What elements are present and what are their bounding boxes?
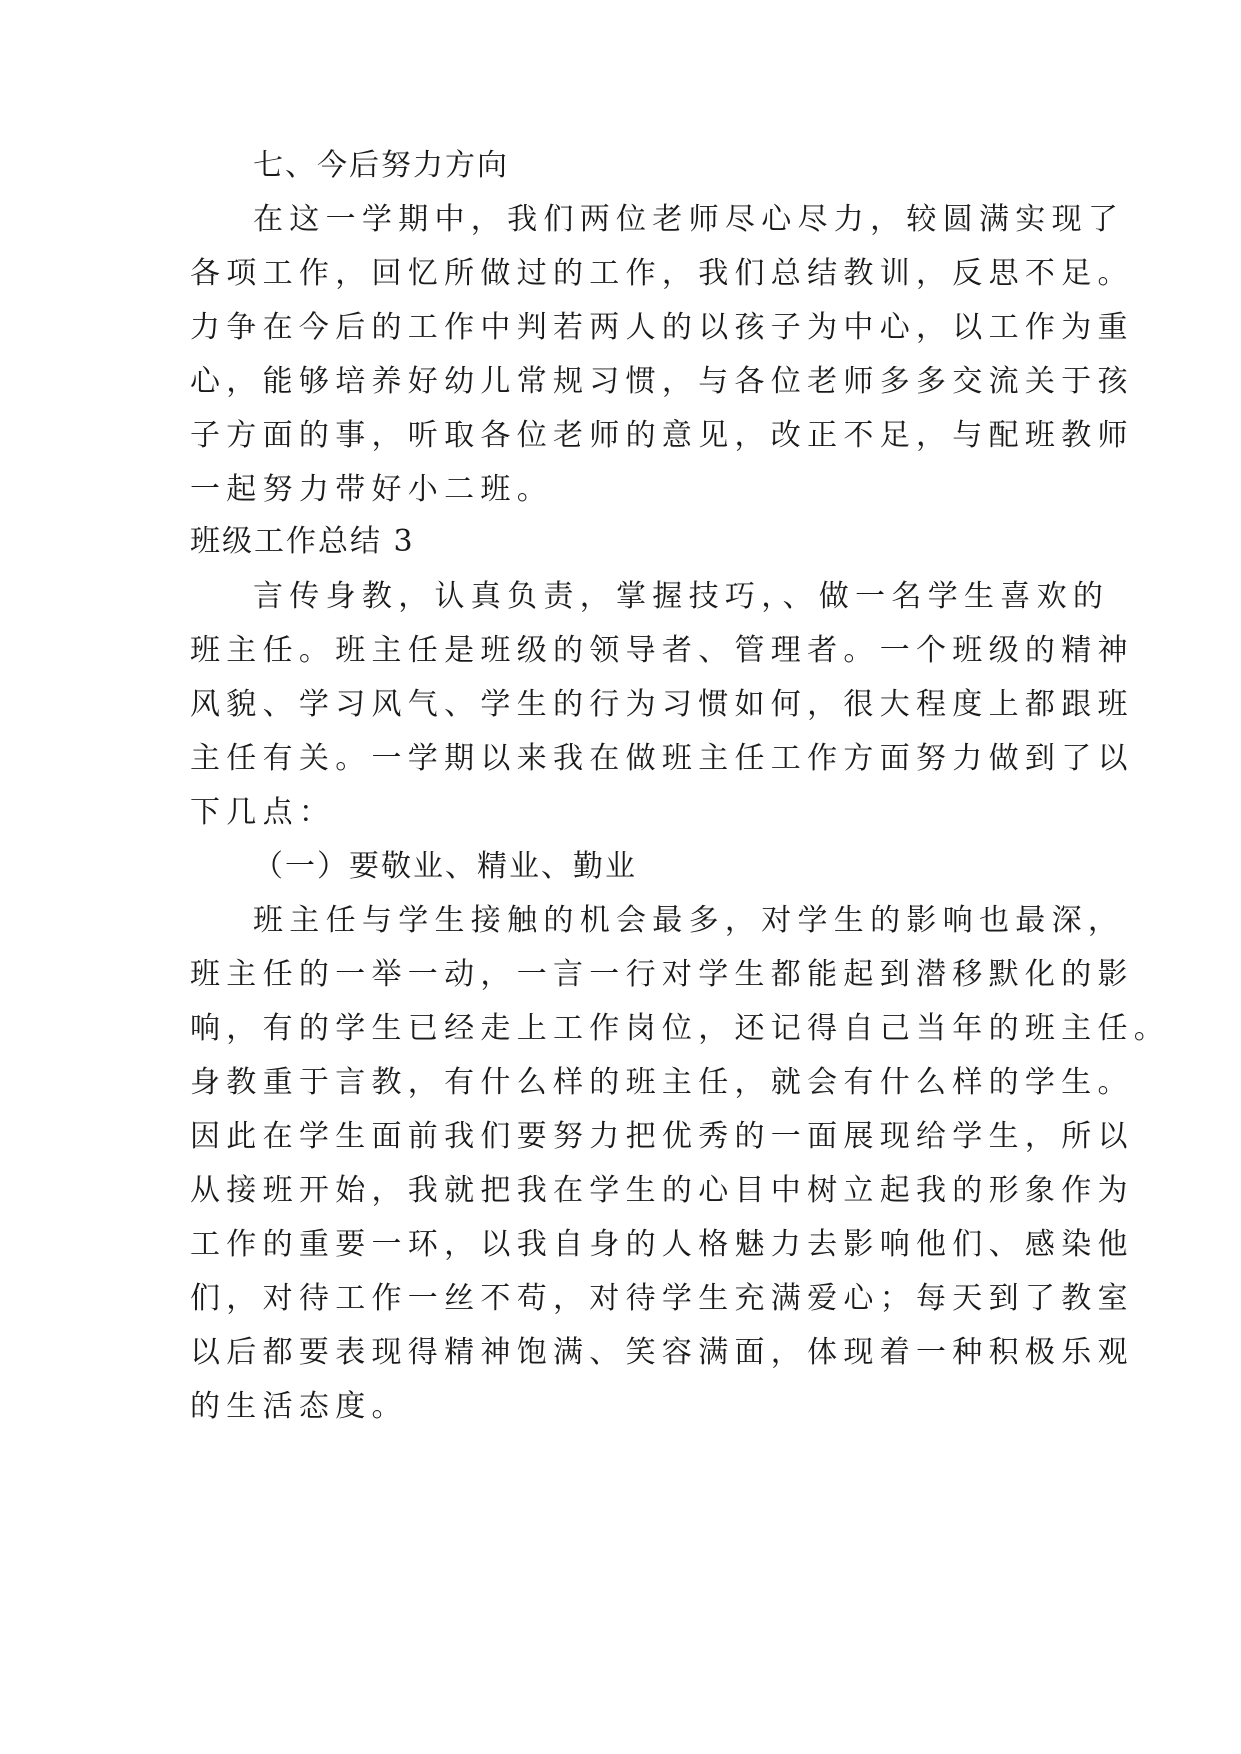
paragraph-line: 班主任的一举一动，一言一行对学生都能起到潜移默化的影 [190, 957, 1134, 992]
subheading: （一）要敬业、精业、勤业 [253, 849, 637, 884]
paragraph-line: 心，能够培养好幼儿常规习惯，与各位老师多多交流关于孩 [190, 364, 1134, 399]
paragraph-line: 力争在今后的工作中判若两人的以孩子为中心，以工作为重 [190, 310, 1134, 345]
paragraph-line: 从接班开始，我就把我在学生的心目中树立起我的形象作为 [190, 1173, 1134, 1208]
section-title: 七、今后努力方向 [253, 148, 509, 183]
paragraph-line: 言传身教，认真负责，掌握技巧，、做一名学生喜欢的 [253, 579, 1110, 614]
paragraph-line: 的生活态度。 [190, 1389, 408, 1424]
paragraph-line: 因此在学生面前我们要努力把优秀的一面展现给学生，所以 [190, 1119, 1134, 1154]
section-heading: 班级工作总结 3 [190, 524, 415, 559]
paragraph-line: 们，对待工作一丝不苟，对待学生充满爱心；每天到了教室 [190, 1281, 1134, 1316]
paragraph-line: 响，有的学生已经走上工作岗位，还记得自己当年的班主任。 [190, 1011, 1171, 1046]
paragraph-line: 工作的重要一环，以我自身的人格魅力去影响他们、感染他 [190, 1227, 1134, 1262]
paragraph-line: 身教重于言教，有什么样的班主任，就会有什么样的学生。 [190, 1065, 1134, 1100]
paragraph-line: 下几点： [190, 795, 336, 830]
paragraph-line: 以后都要表现得精神饱满、笑容满面，体现着一种积极乐观 [190, 1335, 1134, 1370]
paragraph-line: 各项工作，回忆所做过的工作，我们总结教训，反思不足。 [190, 256, 1134, 291]
paragraph-line: 班主任。班主任是班级的领导者、管理者。一个班级的精神 [190, 633, 1134, 668]
paragraph-line: 子方面的事，听取各位老师的意见，改正不足，与配班教师 [190, 418, 1134, 453]
paragraph-line: 主任有关。一学期以来我在做班主任工作方面努力做到了以 [190, 741, 1134, 776]
paragraph-line: 风貌、学习风气、学生的行为习惯如何，很大程度上都跟班 [190, 687, 1134, 722]
paragraph-line: 在这一学期中，我们两位老师尽心尽力，较圆满实现了 [253, 202, 1125, 237]
paragraph-line: 一起努力带好小二班。 [190, 472, 553, 507]
paragraph-line: 班主任与学生接触的机会最多，对学生的影响也最深， [253, 903, 1125, 938]
